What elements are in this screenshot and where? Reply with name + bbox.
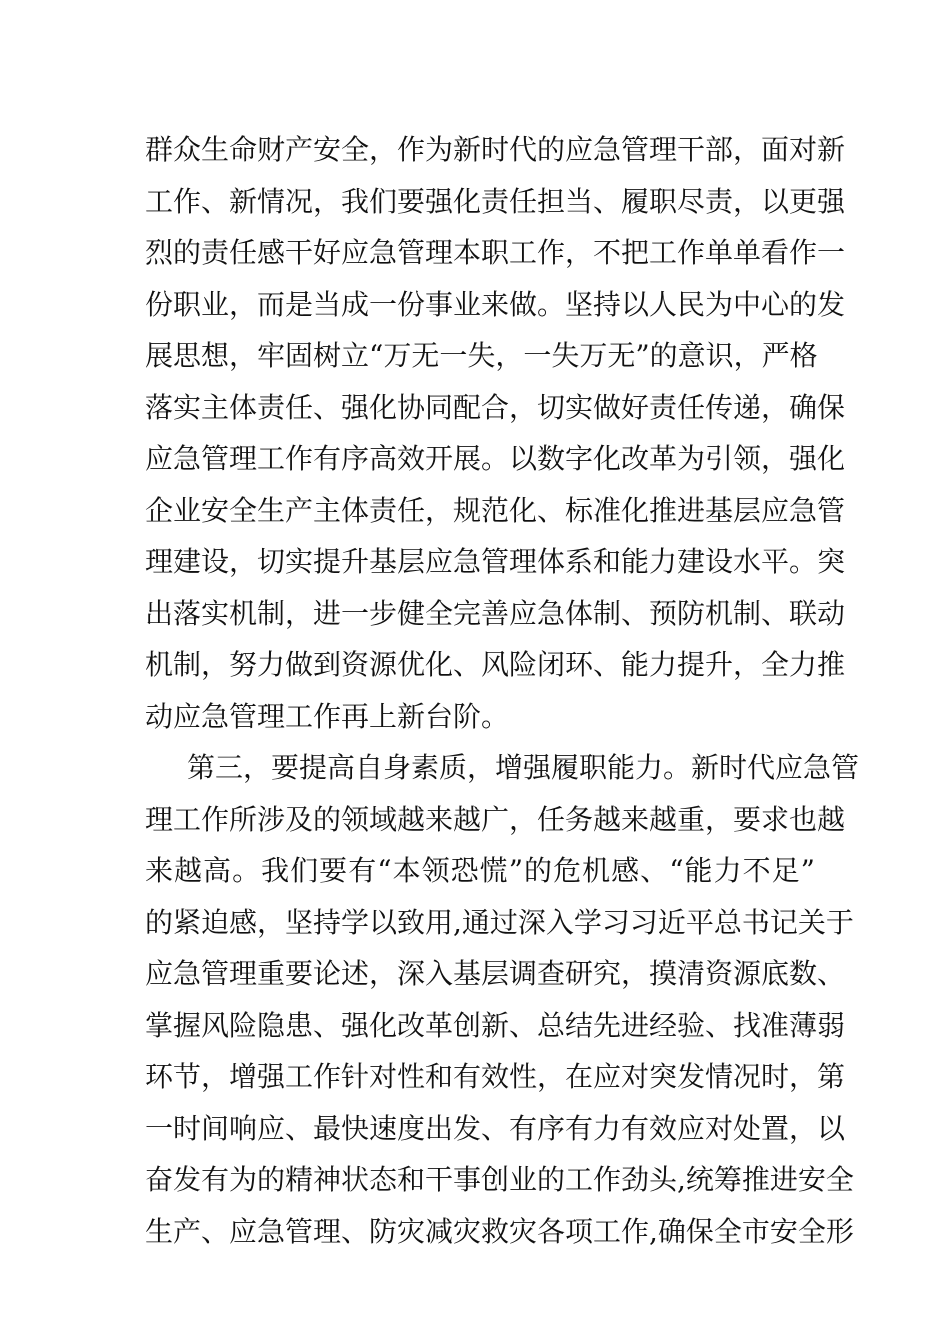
text-line: 展思想，牢固树立“万无一失，一失万无”的意识，严格 (145, 339, 818, 372)
text-line: 群众生命财产安全，作为新时代的应急管理干部，面对新 (145, 133, 846, 166)
text-line: 落实主体责任、强化协同配合，切实做好责任传递，确保 (145, 390, 846, 424)
text-line: 生产、应急管理、防灾减灾救灾各项工作,确保全市安全形 (145, 1214, 854, 1248)
text-line: 份职业，而是当成一份事业来做。坚持以人民为中心的发 (145, 287, 846, 321)
text-line: 出落实机制，进一步健全完善应急体制、预防机制、联动 (145, 596, 846, 630)
text-line: 的紧迫感，坚持学以致用,通过深入学习习近平总书记关于 (145, 905, 854, 939)
paragraph-end-line: 动应急管理工作再上新台阶。 (145, 699, 510, 733)
text-line: 机制，努力做到资源优化、风险闭环、能力提升，全力推 (145, 648, 846, 681)
text-line: 应急管理工作有序高效开展。以数字化改革为引领，强化 (145, 442, 846, 475)
text-line: 理建设，切实提升基层应急管理体系和能力建设水平。突 (145, 545, 846, 578)
text-line: 奋发有为的精神状态和干事创业的工作劲头,统筹推进安全 (145, 1163, 854, 1196)
paragraph-start-line: 第三，要提高自身素质，增强履职能力。新时代应急管 (187, 751, 860, 784)
text-line: 来越高。我们要有“本领恐慌”的危机感、“能力不足” (145, 854, 815, 887)
text-line: 一时间响应、最快速度出发、有序有力有效应对处置，以 (145, 1111, 846, 1145)
body-text (145, 124, 860, 1257)
text-line: 应急管理重要论述，深入基层调查研究，摸清资源底数、 (145, 957, 846, 990)
text-line: 理工作所涉及的领域越来越广，任务越来越重，要求也越 (145, 802, 846, 836)
text-line: 企业安全生产主体责任，规范化、标准化推进基层应急管 (145, 493, 846, 527)
text-line: 工作、新情况，我们要强化责任担当、履职尽责，以更强 (145, 184, 846, 218)
text-line: 环节，增强工作针对性和有效性，在应对突发情况时，第 (145, 1060, 846, 1093)
text-line: 掌握风险隐患、强化改革创新、总结先进经验、找准薄弱 (145, 1008, 846, 1042)
text-line: 烈的责任感干好应急管理本职工作，不把工作单单看作一 (145, 236, 846, 269)
